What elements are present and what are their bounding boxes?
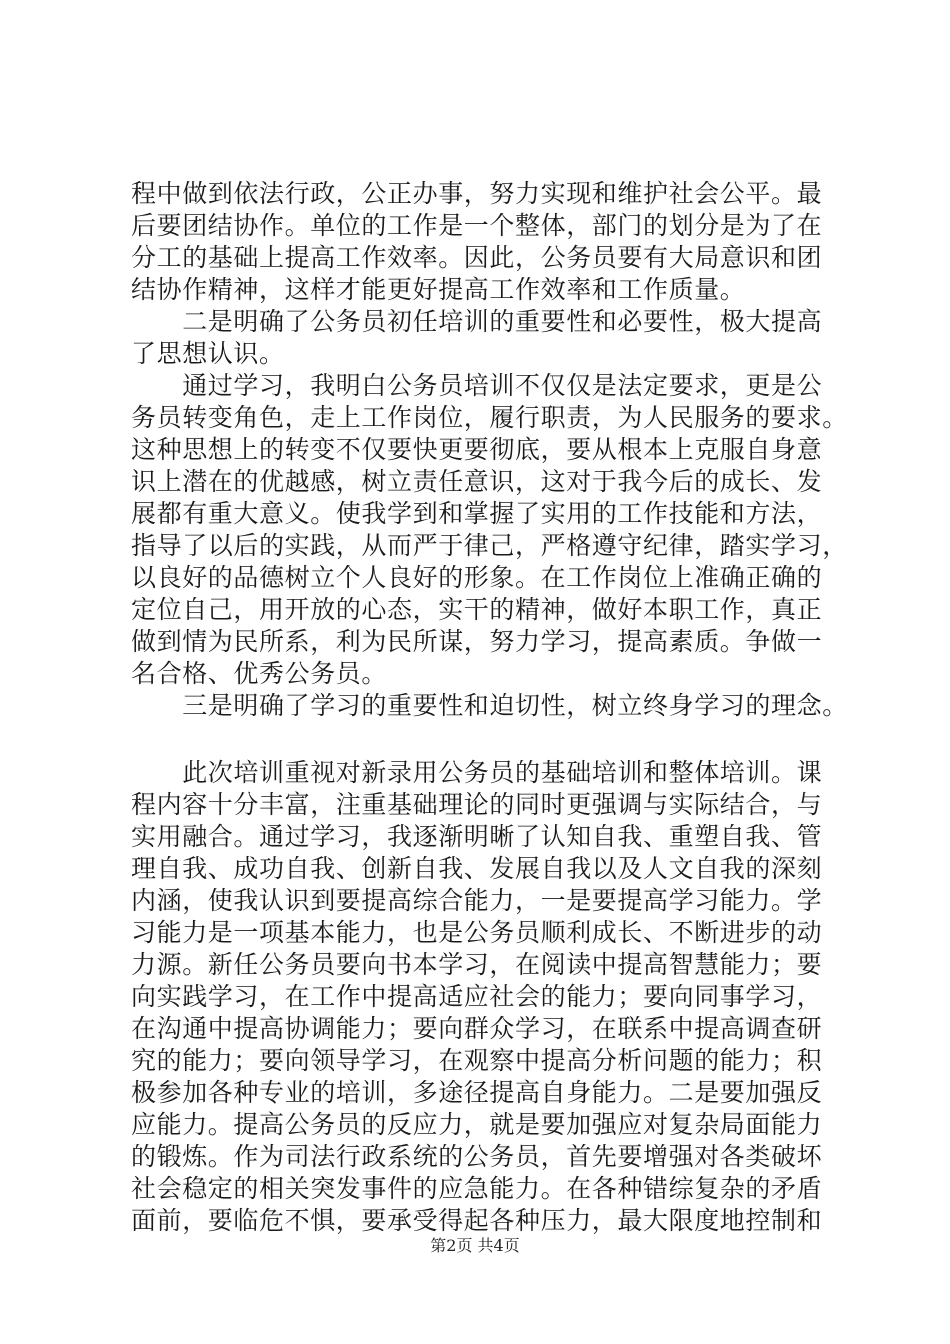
body-text-line: 实用融合。通过学习，我逐渐明晰了认知自我、重塑自我、管 bbox=[131, 822, 823, 851]
body-text-line: 社会稳定的相关突发事件的应急能力。在各种错综复杂的矛盾 bbox=[131, 1174, 823, 1203]
body-text-line: 力源。新任公务员要向书本学习，在阅读中提高智慧能力；要 bbox=[131, 950, 823, 979]
body-text-line: 二是明确了公务员初任培训的重要性和必要性，极大提高 bbox=[131, 307, 823, 336]
body-text-line: 这种思想上的转变不仅要快更要彻底，要从根本上克服自身意 bbox=[131, 435, 823, 464]
body-text-line: 面前，要临危不惧，要承受得起各种压力，最大限度地控制和 bbox=[131, 1206, 823, 1235]
body-text-line: 通过学习，我明白公务员培训不仅仅是法定要求，更是公 bbox=[131, 371, 823, 400]
body-text-line: 务员转变角色，走上工作岗位，履行职责，为人民服务的要求。 bbox=[131, 403, 848, 432]
body-text-line: 习能力是一项基本能力，也是公务员顺利成长、不断进步的动 bbox=[131, 918, 823, 947]
body-text-line: 指导了以后的实践，从而严于律己，严格遵守纪律，踏实学习， bbox=[131, 531, 848, 560]
body-text-line: 向实践学习，在工作中提高适应社会的能力；要向同事学习， bbox=[131, 982, 823, 1011]
body-text-line: 的锻炼。作为司法行政系统的公务员，首先要增强对各类破坏 bbox=[131, 1142, 823, 1171]
body-text-line: 三是明确了学习的重要性和迫切性，树立终身学习的理念。 bbox=[131, 691, 848, 720]
body-text-line: 理自我、成功自我、创新自我、发展自我以及人文自我的深刻 bbox=[131, 854, 823, 883]
body-text-line: 在沟通中提高协调能力；要向群众学习，在联系中提高调查研 bbox=[131, 1014, 823, 1043]
body-text-line: 应能力。提高公务员的反应力，就是要加强应对复杂局面能力 bbox=[131, 1110, 823, 1139]
body-text-line: 结协作精神，这样才能更好提高工作效率和工作质量。 bbox=[131, 275, 746, 304]
page-number-footer: 第2页 共4页 bbox=[430, 1236, 520, 1255]
body-text-line: 分工的基础上提高工作效率。因此，公务员要有大局意识和团 bbox=[131, 243, 823, 272]
body-text-line: 名合格、优秀公务员。 bbox=[131, 659, 388, 688]
body-text-line: 定位自己，用开放的心态，实干的精神，做好本职工作，真正 bbox=[131, 595, 823, 624]
body-text-line: 以良好的品德树立个人良好的形象。在工作岗位上准确正确的 bbox=[131, 563, 823, 592]
body-text-line: 了思想认识。 bbox=[131, 339, 285, 368]
body-text-line: 识上潜在的优越感，树立责任意识，这对于我今后的成长、发 bbox=[131, 467, 823, 496]
body-text-line: 做到情为民所系，利为民所谋，努力学习，提高素质。争做一 bbox=[131, 627, 823, 656]
body-text-line: 此次培训重视对新录用公务员的基础培训和整体培训。课 bbox=[131, 758, 823, 787]
body-text-line: 极参加各种专业的培训，多途径提高自身能力。二是要加强反 bbox=[131, 1078, 823, 1107]
body-text-line: 展都有重大意义。使我学到和掌握了实用的工作技能和方法， bbox=[131, 499, 823, 528]
body-text-line: 究的能力；要向领导学习，在观察中提高分析问题的能力；积 bbox=[131, 1046, 823, 1075]
body-text-line: 内涵，使我认识到要提高综合能力，一是要提高学习能力。学 bbox=[131, 886, 823, 915]
body-text-line: 程内容十分丰富，注重基础理论的同时更强调与实际结合，与 bbox=[131, 790, 823, 819]
body-text-line: 程中做到依法行政，公正办事，努力实现和维护社会公平。最 bbox=[131, 179, 823, 208]
body-text-line: 后要团结协作。单位的工作是一个整体，部门的划分是为了在 bbox=[131, 211, 823, 240]
